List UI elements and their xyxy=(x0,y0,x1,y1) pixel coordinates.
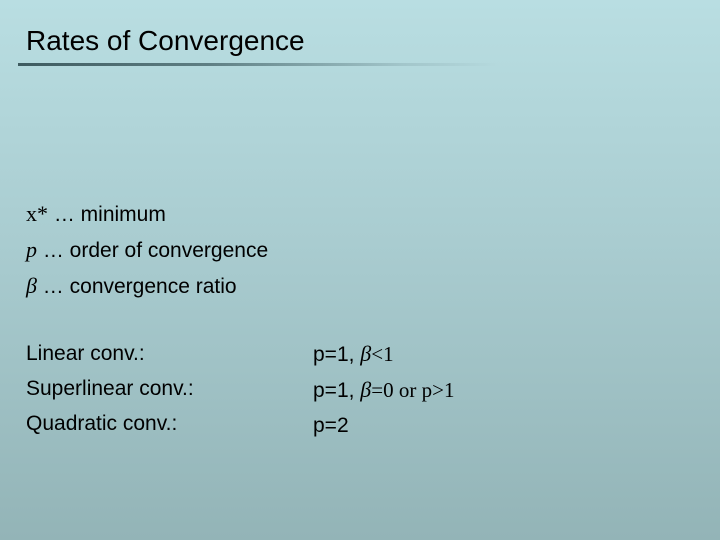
convergence-values xyxy=(313,336,454,443)
definition-ratio xyxy=(26,268,268,304)
definition-order xyxy=(26,232,268,268)
superlinear-label: Superlinear conv.: xyxy=(26,377,194,400)
superlinear-value-prefix: p=1, xyxy=(313,379,361,402)
definition-symbol: β xyxy=(26,273,37,298)
title-underline xyxy=(18,63,498,66)
definition-symbol: p xyxy=(26,237,37,262)
linear-value-prefix: p=1, xyxy=(313,343,361,366)
definition-symbol: x* xyxy=(26,201,48,226)
convergence-labels xyxy=(26,336,194,441)
superlinear-value xyxy=(313,372,454,408)
definitions-list xyxy=(26,196,268,304)
linear-value-rest: <1 xyxy=(371,342,394,366)
linear-value xyxy=(313,336,454,372)
slide-title: Rates of Convergence xyxy=(26,25,305,56)
definition-text: … order of convergence xyxy=(37,239,269,262)
quadratic-label: Quadratic conv.: xyxy=(26,412,178,435)
quadratic-value: p=2 xyxy=(313,414,349,437)
superlinear-value-beta: β xyxy=(360,377,372,402)
linear-label: Linear conv.: xyxy=(26,342,145,365)
definition-minimum xyxy=(26,196,268,232)
definition-text: … minimum xyxy=(48,203,166,226)
superlinear-value-rest: =0 or p>1 xyxy=(371,378,455,402)
definition-text: … convergence ratio xyxy=(36,275,237,298)
linear-value-beta: β xyxy=(360,341,372,366)
